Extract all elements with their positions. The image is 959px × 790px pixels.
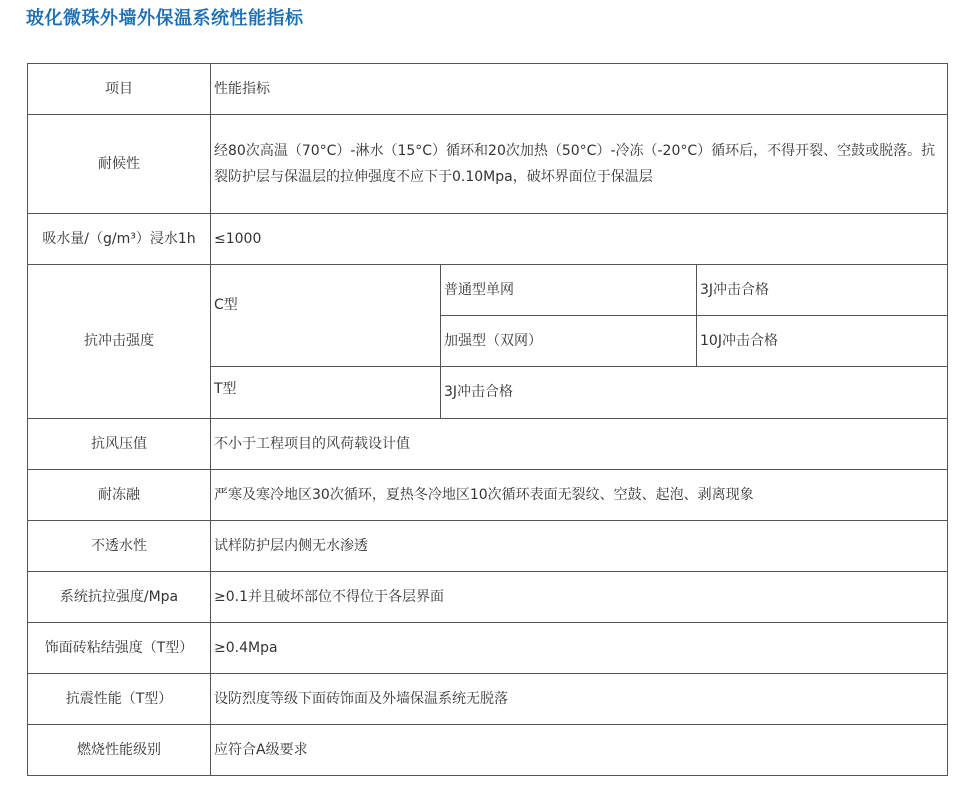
seismic-value: 设防烈度等级下面砖饰面及外墙保温系统无脱落 — [211, 674, 948, 725]
impermeability-label: 不透水性 — [28, 521, 211, 572]
table-row — [28, 725, 948, 776]
water-absorption-label: 吸水量/（g/m³）浸水1h — [28, 214, 211, 265]
seismic-label: 抗震性能（T型） — [28, 674, 211, 725]
impact-c-kind-1: 普通型单网 — [441, 265, 697, 316]
table-header-row — [28, 64, 948, 115]
header-spec-cell: 性能指标 — [211, 64, 948, 115]
table-row — [28, 470, 948, 521]
impact-c-result-2: 10J冲击合格 — [697, 316, 948, 367]
wind-pressure-label: 抗风压值 — [28, 419, 211, 470]
freeze-thaw-label: 耐冻融 — [28, 470, 211, 521]
table-row-impact-c-plain — [28, 265, 948, 316]
table-row — [28, 419, 948, 470]
wind-pressure-value: 不小于工程项目的风荷载设计值 — [211, 419, 948, 470]
performance-spec-table — [27, 63, 948, 776]
header-item-cell: 项目 — [28, 64, 211, 115]
impact-t-result: 3J冲击合格 — [441, 367, 948, 419]
weathering-value: 经80次高温（70°C）-淋水（15°C）循环和20次加热（50°C）-冷冻（-20°C）循环后，不得开裂、空鼓或脱落。抗裂防护层与保温层的拉伸强度不应下于0.10Mpa，破坏界面位于保温层 — [211, 115, 948, 214]
impermeability-value: 试样防护层内侧无水渗透 — [211, 521, 948, 572]
impact-c-kind-2: 加强型（双网） — [441, 316, 697, 367]
tensile-strength-value: ≥0.1并且破坏部位不得位于各层界面 — [211, 572, 948, 623]
water-absorption-value: ≤1000 — [211, 214, 948, 265]
table-row — [28, 521, 948, 572]
tile-bond-value: ≥0.4Mpa — [211, 623, 948, 674]
tile-bond-label: 饰面砖粘结强度（T型） — [28, 623, 211, 674]
table-row — [28, 674, 948, 725]
impact-label: 抗冲击强度 — [28, 265, 211, 419]
fire-rating-value: 应符合A级要求 — [211, 725, 948, 776]
impact-c-type-cell — [211, 265, 441, 367]
impact-t-type-label: T型 — [214, 381, 237, 398]
impact-c-type-label: C型 — [214, 297, 238, 314]
tensile-strength-label: 系统抗拉强度/Mpa — [28, 572, 211, 623]
weathering-label: 耐候性 — [28, 115, 211, 214]
page-title: 玻化微珠外墙外保温系统性能指标 — [26, 8, 304, 29]
impact-c-result-1: 3J冲击合格 — [697, 265, 948, 316]
impact-t-type-cell — [211, 367, 441, 419]
fire-rating-label: 燃烧性能级别 — [28, 725, 211, 776]
table-row-water-absorption — [28, 214, 948, 265]
table-row — [28, 572, 948, 623]
table-row-weathering — [28, 115, 948, 214]
freeze-thaw-value: 严寒及寒冷地区30次循环，夏热冬冷地区10次循环表面无裂纹、空鼓、起泡、剥离现象 — [211, 470, 948, 521]
table-row — [28, 623, 948, 674]
